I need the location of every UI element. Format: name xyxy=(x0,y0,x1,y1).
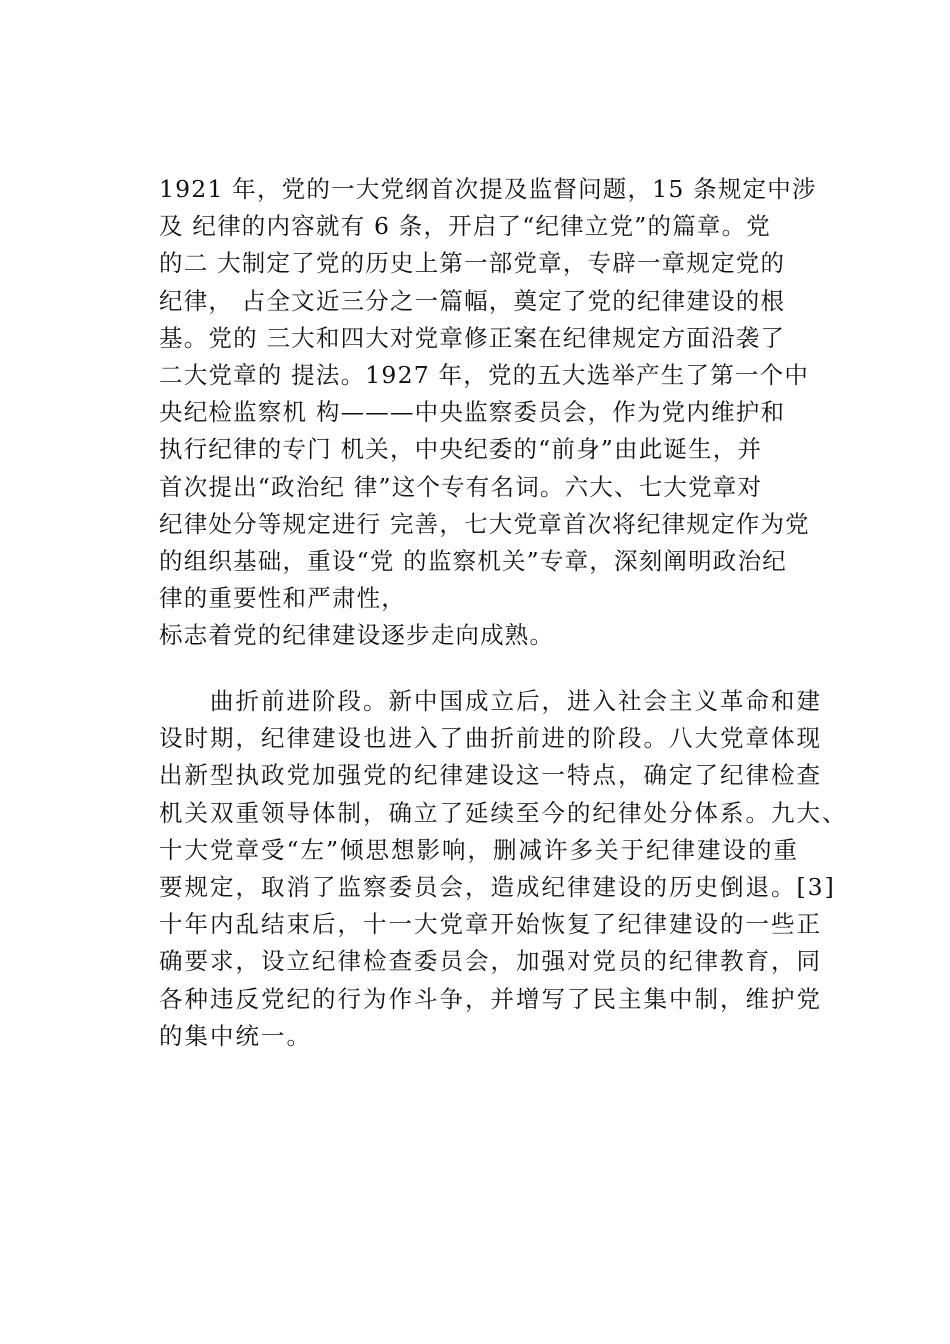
text-line: 十大党章受“左”倾思想影响，删减许多关于纪律建设的重 xyxy=(159,835,800,864)
text-line: 十年内乱结束后，十一大党章开始恢复了纪律建设的一些正 xyxy=(159,910,822,939)
text-line: 二大党章的 提法。1927 年，党的五大选举产生了第一个中 xyxy=(159,360,810,389)
text-line: 执行纪律的专门 机关，中央纪委的“前身”由此诞生，并 xyxy=(159,435,763,464)
text-line: 及 纪律的内容就有 6 条，开启了“纪律立党”的篇章。党 xyxy=(159,212,771,241)
text-line: 的二 大制定了党的历史上第一部党章，专辟一章规定党的 xyxy=(159,249,786,278)
text-line: 的集中统一。 xyxy=(159,1021,312,1050)
text-line: 确要求，设立纪律检查委员会，加强对党员的纪律教育，同 xyxy=(159,947,822,976)
text-line: 首次提出“政治纪 律”这个专有名词。六大、七大党章对 xyxy=(159,472,763,501)
text-line: 机关双重领导体制，确立了延续至今的纪律处分体系。九大、 xyxy=(159,798,848,827)
text-line: 律的重要性和严肃性， xyxy=(159,584,406,613)
text-line: 曲折前进阶段。新中国成立后，进入社会主义革命和建 xyxy=(159,687,822,715)
text-line: 1921 年，党的一大党纲首次提及监督问题，15 条规定中涉 xyxy=(159,175,817,203)
text-line: 要规定，取消了监察委员会，造成纪律建设的历史倒退。[3] xyxy=(159,872,836,901)
paragraph-discipline-founding xyxy=(159,171,839,654)
text-line: 纪律， 占全文近三分之一篇幅，奠定了党的纪律建设的根 xyxy=(159,286,786,315)
text-line: 各种违反党纪的行为作斗争，并增写了民主集中制，维护党 xyxy=(159,984,822,1013)
text-line: 基。党的 三大和四大对党章修正案在纪律规定方面沿袭了 xyxy=(159,323,786,352)
text-line: 央纪检监察机 构———中央监察委员会，作为党内维护和 xyxy=(159,398,786,427)
text-line: 的组织基础，重设“党 的监察机关”专章，深刻阐明政治纪 xyxy=(159,546,787,575)
text-line: 出新型执政党加强党的纪律建设这一特点，确定了纪律检查 xyxy=(159,761,822,790)
text-line: 设时期，纪律建设也进入了曲折前进的阶段。八大党章体现 xyxy=(159,724,822,753)
text-line: 标志着党的纪律建设逐步走向成熟。 xyxy=(159,621,555,650)
paragraph-tortuous-progress xyxy=(159,683,848,1055)
text-line: 纪律处分等规定进行 完善，七大党章首次将纪律规定作为党 xyxy=(159,509,810,538)
